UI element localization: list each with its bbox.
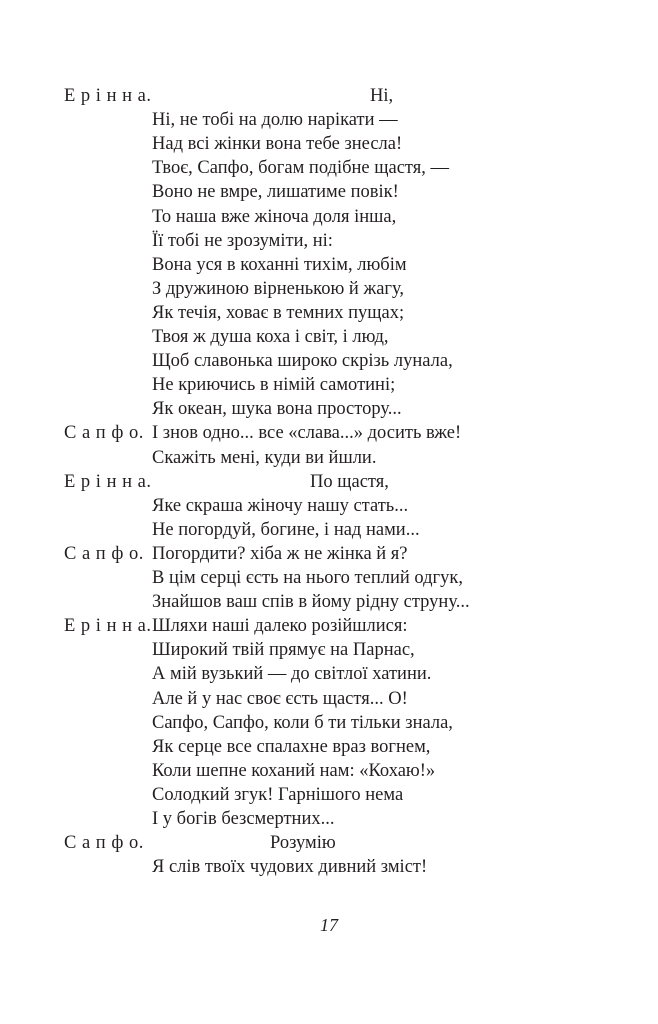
verse-text: Яке скраша жіночу нашу стать... [152,495,409,516]
verse-line [0,711,658,735]
verse-line [0,783,658,807]
verse-line [0,180,658,204]
page-number: 17 [320,915,338,935]
verse-line [0,421,658,445]
verse-text: Вона уся в коханні тихім, любім [152,254,407,275]
verse-line [0,301,658,325]
verse-line [0,397,658,421]
verse-line [0,253,658,277]
verse-line [0,855,658,879]
verse-line [0,277,658,301]
verse-line [0,446,658,470]
verse-line [0,759,658,783]
verse-line [0,108,658,132]
verse-text: Але й у нас своє єсть щастя... О! [152,688,408,709]
verse-text: То наша вже жіноча доля інша, [152,206,397,227]
speaker-name: Е р і н н а. [64,616,152,637]
verse-text: Не погордуй, богине, і над нами... [152,519,420,540]
verse-text: І знов одно... все «слава...» досить вже! [152,423,462,444]
speaker-name: Е р і н н а. [64,86,152,106]
verse-text: Твоя ж душа коха і світ, і люд, [152,327,389,347]
verse-text: По щастя, [310,471,389,492]
verse-text: Скажіть мені, куди ви йшли. [152,447,377,468]
verse-text: Коли шепне коханий нам: «Кохаю!» [152,760,436,781]
verse-text: Щоб славонька широко скрізь лунала, [152,351,453,372]
speaker-name: С а п ф о. [64,543,144,564]
verse-line [0,156,658,180]
verse-line [0,470,658,494]
speaker-name: С а п ф о. [64,423,144,444]
verse-line [0,349,658,373]
verse-text: А мій вузький — до світлої хатини. [152,664,432,685]
verse-line [0,590,658,614]
verse-text: Твоє, Сапфо, богам подібне щастя, — [152,158,450,179]
verse-text: В цім серці єсть на нього теплий одгук, [152,568,463,588]
verse-text: Як океан, шука вона простору... [152,399,402,420]
verse-line [0,229,658,253]
verse-text: Солодкий згук! Гарнішого нема [152,784,404,805]
verse-text: Ні, [370,86,394,106]
verse-line [0,614,658,638]
verse-line [0,735,658,759]
verse-text: Її тобі не зрозуміти, ні: [152,230,333,251]
verse-text: Не криючись в німій самотині; [152,375,396,396]
verse-line [0,566,658,590]
verse-text: Розумію [270,833,336,854]
verse-line [0,638,658,662]
speaker-name: Е р і н н а. [64,471,152,492]
verse-line [0,518,658,542]
verse-text: Ні, не тобі на долю нарікати — [152,110,398,131]
verse-text: Я слів твоїх чудових дивний зміст! [152,857,428,878]
verse-text: З дружиною вірненькою й жагу, [152,278,405,299]
verse-line [0,325,658,349]
verse-line [0,662,658,686]
verse-text: Сапфо, Сапфо, коли б ти тільки знала, [152,712,453,733]
verse-line [0,373,658,397]
verse-line [0,807,658,831]
verse-line [0,831,658,855]
verse-text: Воно не вмре, лишатиме повік! [152,182,399,203]
verse-line [0,205,658,229]
speaker-name: С а п ф о. [64,833,144,854]
verse-line [0,132,658,156]
verse-text: Шляхи наші далеко розійшлися: [152,616,408,637]
verse-text: Як течія, ховає в темних пущах; [152,302,405,323]
verse-text: Погордити? хіба ж не жінка й я? [152,543,408,564]
verse-line [0,687,658,711]
verse-text: І у богів безсмертних... [152,809,335,829]
verse-text: Широкий твій прямує на Парнас, [152,640,415,661]
verse-text: Як серце все спалахне враз вогнем, [152,736,431,757]
verse-line [0,84,658,108]
verse-line [0,542,658,566]
verse-line [0,494,658,518]
verse-text: Знайшов ваш спів в йому рідну струну... [152,592,470,613]
verse-text: Над всі жінки вона тебе знесла! [152,134,403,155]
